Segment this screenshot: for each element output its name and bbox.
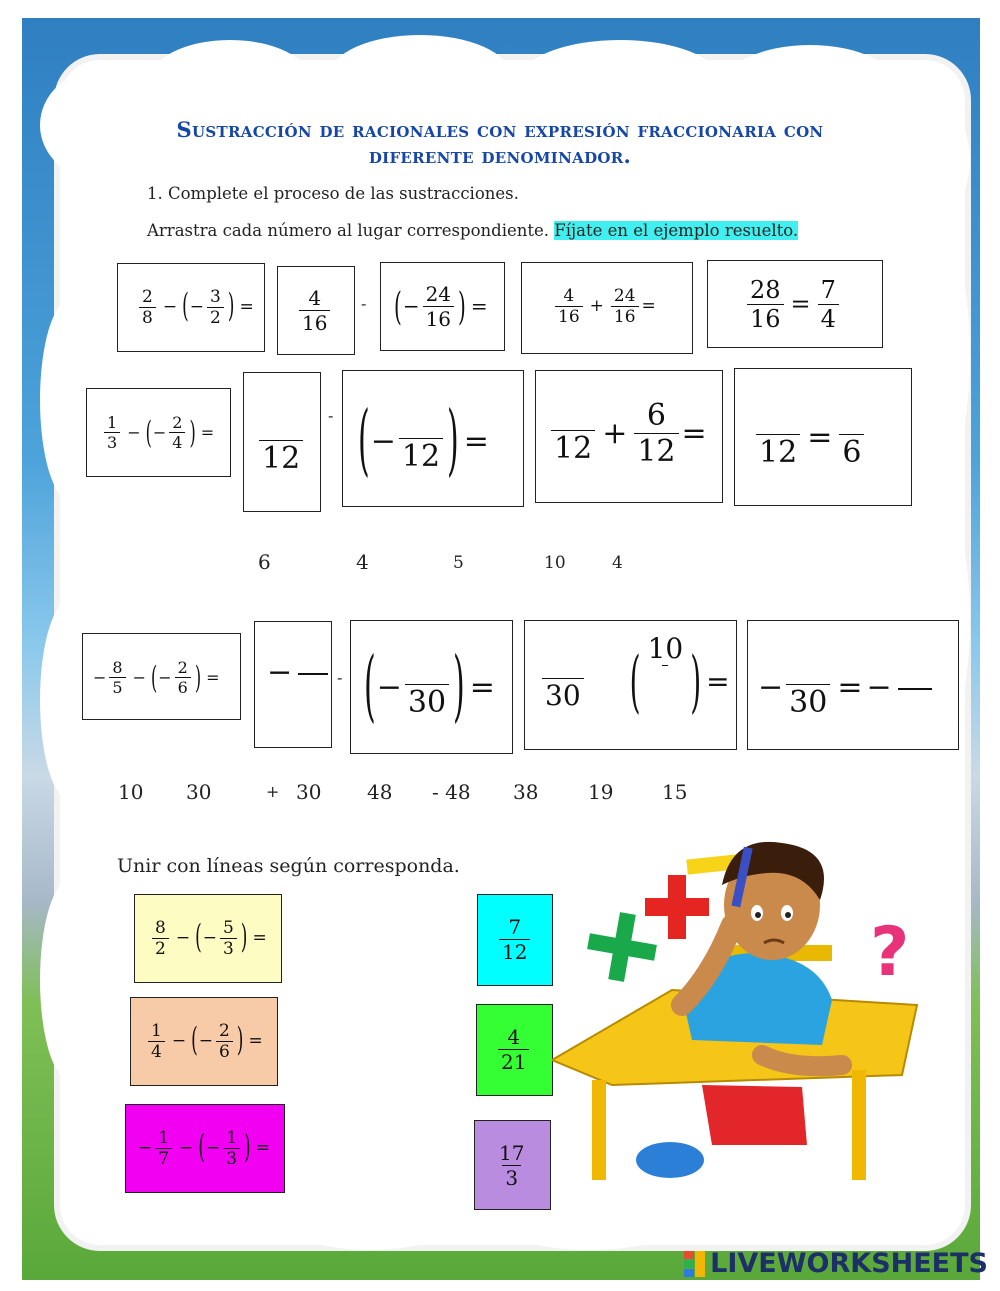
title-line-1: Sustracción de racionales con expresión fraccionaria con <box>176 117 824 142</box>
example-expression-box: $\frac{2}{8}$ − ( − $\frac{3}{2}$ ) = <box>117 263 265 352</box>
minus-sign: - <box>328 406 334 425</box>
exercise1-result-dropzone[interactable]: 12 = 6 <box>734 368 912 506</box>
draggable-number[interactable]: - 48 <box>432 780 471 804</box>
drag-text: Arrastra cada número al lugar correspondiente. <box>147 221 550 240</box>
draggable-sign[interactable]: + <box>266 782 280 801</box>
exercise2-step3-dropzone[interactable]: 30 ( 10 ) = <box>524 620 737 750</box>
exercise1-step3-dropzone[interactable]: 12 + $\frac{6}{12}$ = <box>535 370 723 503</box>
matching-left-item[interactable]: $\frac{8}{2}$ − ( − $\frac{5}{3}$ ) = <box>134 894 282 983</box>
instruction-step: 1. Complete el proceso de las sustracciones. <box>147 184 519 203</box>
matching-left-item[interactable]: − $\frac{1}{7}$ − ( − $\frac{1}{3}$ ) = <box>125 1104 285 1193</box>
plus-sign-icon <box>645 875 709 939</box>
matching-right-item[interactable]: $\frac{7}{12}$ <box>477 894 553 986</box>
draggable-number[interactable]: 19 <box>588 780 614 804</box>
exercise2-step1-dropzone[interactable]: − <box>254 621 332 748</box>
exercise1-step2-dropzone[interactable]: ( − 12 ) = <box>342 370 524 507</box>
instruction-drag <box>147 221 798 240</box>
thinking-boy-illustration <box>552 825 932 1185</box>
example-step1-box: $\frac{4}{16}$ <box>277 266 355 355</box>
matching-right-item[interactable]: $\frac{17}{3}$ <box>474 1120 551 1210</box>
matching-instruction: Unir con líneas según corresponda. <box>117 855 460 877</box>
fraction: $\frac{3}{2}$ <box>207 287 224 328</box>
liveworksheets-logo <box>684 1248 988 1279</box>
draggable-number[interactable]: 30 <box>296 780 322 804</box>
matching-left-item[interactable]: $\frac{1}{4}$ − ( − $\frac{2}{6}$ ) = <box>130 997 278 1086</box>
exercise2-step2-dropzone[interactable]: ( − 30 ) = <box>350 620 513 754</box>
example-result-box: $\frac{28}{16}$ = $\frac{7}{4}$ <box>707 260 883 348</box>
draggable-number[interactable]: 6 <box>258 550 271 574</box>
example-step3-box: $\frac{4}{16}$ + $\frac{24}{16}$ = <box>521 262 693 354</box>
draggable-number[interactable]: 30 <box>186 780 212 804</box>
shoe <box>636 1142 704 1178</box>
draggable-number[interactable]: 38 <box>513 780 539 804</box>
draggable-number[interactable]: 5 <box>453 553 464 573</box>
page-title <box>90 117 910 169</box>
minus-sign: - <box>337 668 343 687</box>
multiply-sign-icon <box>583 908 662 987</box>
exercise2-result-dropzone[interactable]: − 30 = − <box>747 620 959 750</box>
liveworksheets-logo-icon <box>684 1251 706 1277</box>
draggable-number[interactable]: 10 <box>118 780 144 804</box>
matching-right-item[interactable]: $\frac{4}{21}$ <box>476 1004 553 1096</box>
draggable-number[interactable]: 48 <box>367 780 393 804</box>
minus-sign: - <box>361 294 367 313</box>
draggable-number[interactable]: 10 <box>544 553 566 573</box>
exercise1-expression-box: $\frac{1}{3}$ − ( − $\frac{2}{4}$ ) = <box>86 388 231 477</box>
example-step2-box: ( − $\frac{24}{16}$ ) = <box>380 262 505 351</box>
drag-highlight: Fíjate en el ejemplo resuelto. <box>554 221 799 240</box>
title-line-2: diferente denominador. <box>368 143 632 168</box>
draggable-number[interactable]: 4 <box>356 550 369 574</box>
question-mark-icon: ? <box>870 913 910 992</box>
exercise1-step1-dropzone[interactable]: 12 <box>243 372 321 512</box>
logo-text: LIVEWORKSHEETS <box>710 1248 988 1279</box>
exercise2-expression-box: − $\frac{8}{5}$ − ( − $\frac{2}{6}$ ) = <box>82 633 241 720</box>
draggable-number[interactable]: 15 <box>662 780 688 804</box>
fraction: $\frac{2}{8}$ <box>139 287 156 328</box>
draggable-number[interactable]: 4 <box>612 553 623 573</box>
